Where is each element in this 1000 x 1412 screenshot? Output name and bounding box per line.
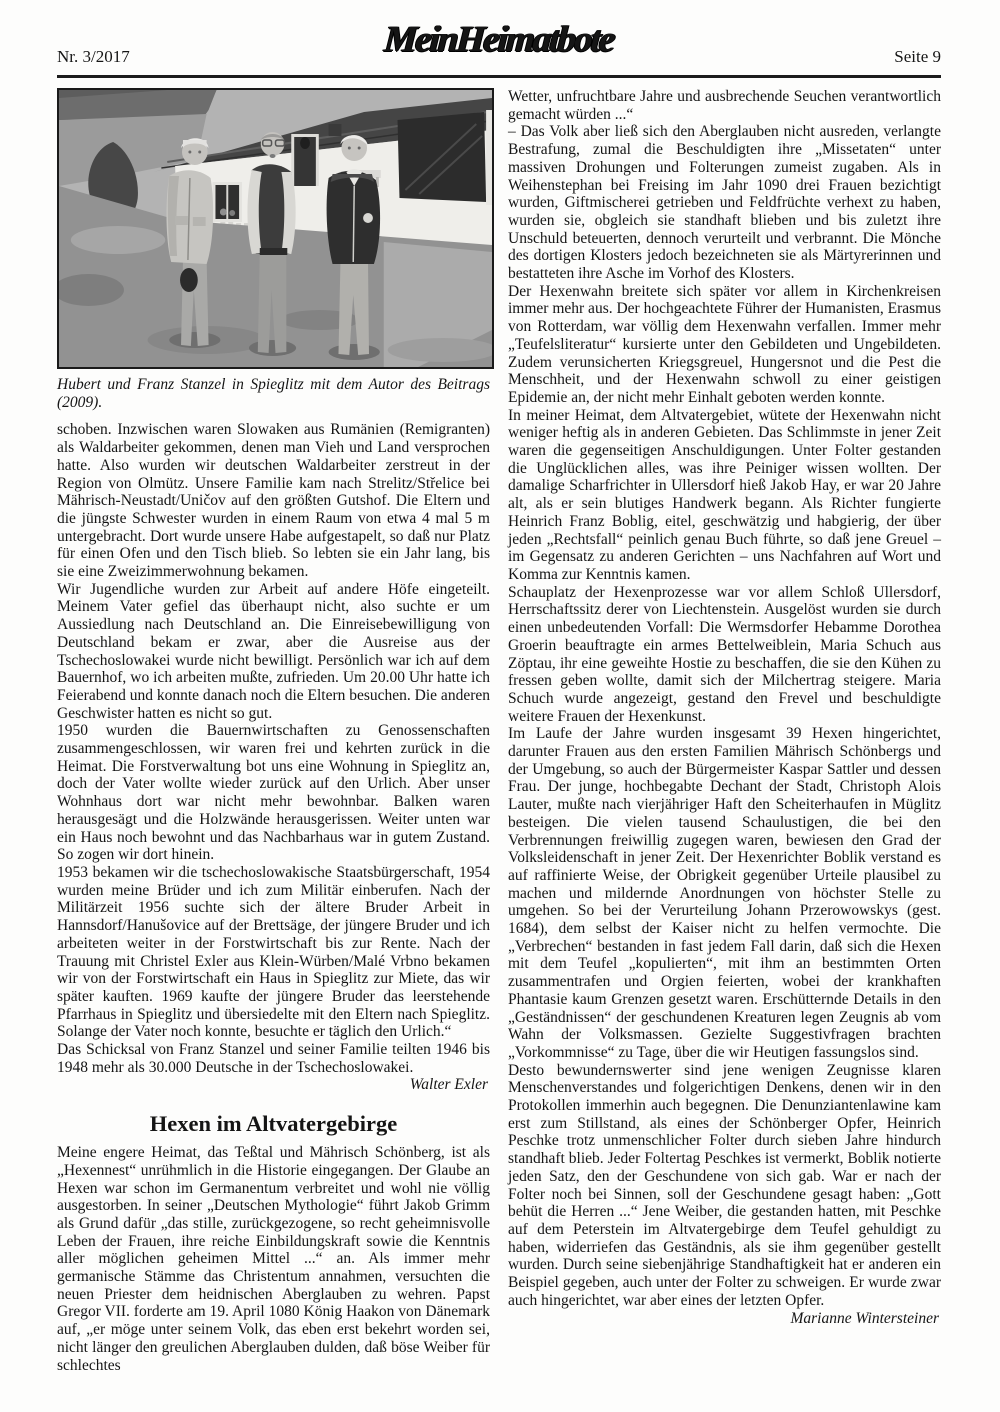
paragraph: Der Hexenwahn breitete sich später vor allem in Kirchenkreisen immer mehr aus. Der hochgeachtete Führer der Humanisten, Erasmus von Rotterdam, war völlig dem Hexenwahn verfallen. Immer mehr „Teufelsliteratur“ kursierte unter den Gebildeten und Ungebildeten. Zudem verunsicherten Kriegsgreuel, Hungersnot und die Pest die Menschheit, und der Hexenwahn schwoll zu einer geistigen Epidemie an, der nicht mehr Einhalt geboten werden konnte. bbox=[508, 282, 941, 406]
masthead-title: MeinHeimatbote bbox=[383, 19, 615, 60]
paragraph: Desto bewundernswerter sind jene wenigen Zeugnisse klaren Menschenverstandes und folgerichtigen Denkens, denen wir in den Protokollen immerhin auch begegnen. Die Denunziantenlawine kam erst zum Stillstand, als eines der Schönberger Opfer, Heinrich Peschke trotz unmenschlicher Folter durch sieben Jahre hindurch standhaft blieb. Jeder Foltertag Peschkes ist vermerkt, Boblik notierte jeden Satz, den der Geschundene von sich gab. War er nach der Folter noch bei Sinnen, soll der Geschundene gesagt haben: „Gott behüt die Herren ...“ Jene Weiber, die gestanden hatten, mit Peschke auf dem Peterstein im Altvatergebirge dem Teufel gehuldigt zu haben, widerriefen das Geständnis, als sie ihm gegenüber gestellt wurden. Durch seine siebenjährige Standhaftigkeit hat er anderen ein Beispiel gegeben, auch unter der Folter zu schweigen. Er wurde zwar auch hingerichtet, war aber eines der letzten Opfer. bbox=[508, 1061, 941, 1309]
photo-caption: Hubert und Franz Stanzel in Spieglitz mit dem Autor des Beitrags (2009). bbox=[57, 376, 490, 411]
article-columns bbox=[57, 88, 941, 1374]
left-column bbox=[57, 88, 490, 1374]
page-number: Seite 9 bbox=[894, 47, 941, 66]
paragraph: 1950 wurden die Bauernwirtschaften zu Genossenschaften zusammengeschlossen, wir waren frei und kehrten zurück in die Heimat. Die Forstverwaltung bot uns eine Wohnung in Spieglitz an, doch der Vater wollte wieder zurück auf den Urlich. Aber unser Wohnhaus dort war nicht mehr bewohnbar. Balken waren herausgesägt und die Holzwände herausgerissen. Weiter unten war ein Haus noch bewohnt und das Nachbarhaus war in gutem Zustand. So zogen wir dort hinein. bbox=[57, 722, 490, 864]
paragraph: Im Laufe der Jahre wurden insgesamt 39 Hexen hingerichtet, darunter Frauen aus den ersten Familien Mährisch Schönbergs und der Umgebung, so auch der Bürgermeister Kaspar Sattler und dessen Frau. Der junge, hochbegabte Dechant der Stadt, Christoph Alois Lauter, mußte nach vierjähriger Haft den Scheiterhaufen in Müglitz besteigen. Die vielen tausend Schaulustigen, die bei den Verbrennungen freiwillig zugegen waren, bewiesen den Grad der Volksleidenschaft in jener Zeit. Der Hexenrichter Boblik verstand es auf raffinierte Weise, der Obrigkeit gegenüber Urteile plausibel zu machen und mildernde Anordnungen von höchster Stelle zu umgehen. So bei der Verurteilung Johann Przerowowskys (gest. 1684), dem selbst der Kaiser nicht zu helfen vermochte. Die „Verbrechen“ bestanden in fast jedem Fall darin, daß sich die Hexen mit dem Teufel „kopulierten“, mit ihm an bestimmten Orten zusammentrafen und Orgien feierten, wobei der krankhaften Phantasie kaum Grenzen gesetzt waren. Erschütternde Details in den „Geständnissen“ der geschundenen Kreaturen legen Zeugnis ab vom Wahn der Volksmassen. Gezielte Suggestivfragen brachten „Vorkommnisse“ zu Tage, über die wir Heutigen fassungslos sind. bbox=[508, 725, 941, 1061]
paragraph: Meine engere Heimat, das Teßtal und Mährisch Schönberg, ist als „Hexennest“ unrühmlich in die Historie eingegangen. Der Glaube an Hexen war schon im Germanentum verbreitet und wohl nie völlig ausgestorben. In seiner „Deutschen Mythologie“ führt Jakob Grimm als Grund dafür „das stille, zurückgezogene, so recht geheimnisvolle Leben der Frauen, ihre reiche Einbildungskraft sowie die Kenntnis aller möglichen geheimen Mittel ...“ an. Als immer mehr germanische Stämme das Christentum annahmen, versuchten die neuen Priester dem heidnischen Aberglauben zu wehren. Papst Gregor VII. forderte am 19. April 1080 König Haakon von Dänemark auf, „er möge unter seinem Volk, das eben erst bekehrt worden sei, nicht länger den greulichen Aberglauben dulden, daß böse Weiber für schlechtes bbox=[57, 1144, 490, 1374]
paragraph: schoben. Inzwischen waren Slowaken aus Rumänien (Remigranten) als Waldarbeiter gekommen, denen man Vieh und Land versprochen hatte. Also wurden wir deutschen Waldarbeiter zerstreut in der Region von Olmütz. Unsere Familie kam nach Strelitz/Střelice bei Mährisch-Neustadt/Uničov auf den größten Gutshof. Die Eltern und die jüngste Schwester wurden in einem Raum von etwa 4 mal 5 m untergebracht. Dort wurde unsere Habe aufgestapelt, so daß nur Platz für einen Ofen und den Tisch blieb. So lebten sie ein Jahr lang, bis sie eine Zweizimmerwohnung bekamen. bbox=[57, 421, 490, 581]
paragraph: In meiner Heimat, dem Altvatergebiet, wütete der Hexenwahn nicht weniger heftig als in anderen Gebieten. Das Schlimmste in jener Zeit waren die gegenseitigen Anschuldigungen. Unter Folter gestanden die Unglücklichen alles, was ihre Peiniger wissen wollten. Der damalige Scharfrichter in Ullersdorf hieß Jakob Hay, er war 20 Jahre alt, als er sein blutiges Handwerk begann. Als Richter fungierte Heinrich Franz Boblig, eitel, geschwätzig und habgierig, der über jeden „Rechtsfall“ peinlich genau Buch führte, so daß jene Greuel – im Gegensatz zu anderen Gerichten – uns Nachfahren auf Wort und Komma zur Kenntnis kamen. bbox=[508, 406, 941, 583]
author-signature: Marianne Wintersteiner bbox=[790, 1309, 939, 1327]
header-rule bbox=[57, 75, 941, 78]
photo-three-men-farmhouse bbox=[57, 88, 494, 369]
issue-number: Nr. 3/2017 bbox=[57, 47, 130, 66]
paragraph: Das Schicksal von Franz Stanzel und seiner Familie teilten 1946 bis 1948 mehr als 30.000 Deutsche in der Tschechoslowakei. bbox=[57, 1041, 490, 1076]
paragraph: Schauplatz der Hexenprozesse war vor allem Schloß Ullersdorf, Herrschaftssitz derer von Liechtenstein. Ausgelöst wurden sie durch einen unbedeutenden Vorfall: Die Wermsdorfer Hebamme Dorothea Groerin beauftragte ein armes Bettelweiblein, Maria Schuch aus Zöptau, ihr eine geweihte Hostie zu beschaffen, die sie den Kühen zu fressen geben wollte, damit sich der Milchertrag steigere. Maria Schuch wurde angezeigt, gestand den Frevel und beschuldigte weitere Frauen der Hexenkunst. bbox=[508, 583, 941, 725]
author-signature: Walter Exler bbox=[409, 1076, 488, 1094]
page-header bbox=[57, 0, 941, 75]
photo-figure bbox=[57, 88, 490, 369]
paragraph: Wir Jugendliche wurden zur Arbeit auf andere Höfe eingeteilt. Meinem Vater gefiel das überhaupt nicht, also suchte er um Aussiedlung nach Deutschland an. Die Einreisebewilligung von Deutschland bekam er zwar, aber die Ausreise aus der Tschechoslowakei wurde nicht bewilligt. Persönlich war ich auf dem Bauernhof, wo ich arbeiten mußte, zufrieden. Um 20.00 Uhr hatte ich Feierabend und konnte danach noch die Eltern besuchen. Die anderen Geschwister hatten es nicht so gut. bbox=[57, 580, 490, 722]
article-heading: Hexen im Altvatergebirge bbox=[149, 1111, 398, 1137]
right-column bbox=[508, 88, 941, 1374]
paragraph: 1953 bekamen wir die tschechoslowakische Staatsbürgerschaft, 1954 wurden meine Brüder und ich zum Militär einberufen. Nach der Militärzeit 1956 suchte sich der ältere Bruder Arbeit in Hannsdorf/Hanušovice auf der Brettsäge, der jüngere Bruder und ich arbeiteten weiter in der Forstwirtschaft bis zur Rente. Nach der Trauung mit Christel Exler aus Klein-Würben/Malé Vrbno bekamen wir von der Forstwirtschaft ein Haus in Spieglitz zur Miete, das wir später kauften. 1969 kaufte der jüngere Bruder das leerstehende Pfarrhaus in Spieglitz und übersiedelte mit den Eltern nach Spieglitz. Solange der Vater noch konnte, besuchte er täglich den Urlich.“ bbox=[57, 863, 490, 1041]
paragraph: Wetter, unfruchtbare Jahre und ausbrechende Seuchen verantwortlich gemacht würden ...“ bbox=[508, 88, 941, 123]
paragraph: – Das Volk aber ließ sich den Aberglauben nicht ausreden, verlangte Bestrafung, zumal die Beschuldigten ihre „Missetaten“ unter massiven Drohungen und Folterungen zumeist zugaben. Als in Weihenstephan bei Freising im Jahr 1090 drei Frauen bezichtigt wurden, Giftmischerei getrieben und Feldfrüchte verhext zu haben, wurden sie, obgleich sie standhaft blieben und bis zuletzt ihre Unschuld beteuerten, dennoch verurteilt und verbrannt. Die Mönche des dortigen Klosters jedoch bezeichneten sie als Märtyrerinnen und bestatteten ihre Asche im Vorhof des Klosters. bbox=[508, 123, 941, 283]
